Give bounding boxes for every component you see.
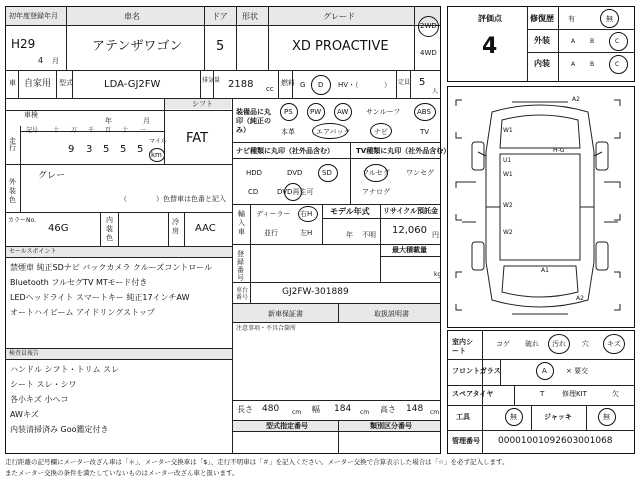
- color-no-label: カラーNo.: [8, 217, 36, 224]
- seat-scratch: キズ: [607, 340, 621, 348]
- tools-label: 工具: [456, 413, 470, 421]
- interior-grade-c: C: [615, 61, 620, 68]
- mark-a2-bottom: A2: [576, 295, 584, 302]
- sales-line-1: Bluetooth フルセグTV MTモード付き: [10, 278, 148, 287]
- cooling-label: 冷房: [172, 218, 179, 235]
- height-label: 高さ: [380, 405, 396, 414]
- handle-left: 左H: [300, 229, 313, 237]
- mileage-digit-2: 5: [103, 144, 110, 155]
- recycle-yen: 円: [432, 231, 439, 239]
- mileage-digit-0: 9: [68, 144, 75, 155]
- first-reg-era: H29: [11, 37, 36, 51]
- inspector-line-3: AWキズ: [10, 410, 39, 419]
- inspection-month: 月: [143, 117, 150, 125]
- displacement-label: 排気量: [202, 77, 221, 84]
- tv-analog: アナログ: [362, 188, 390, 196]
- repair-label: 修復歴: [530, 14, 554, 23]
- recycle-label: リサイクル預託金: [383, 207, 439, 215]
- import-dealer: ディーラー: [256, 210, 291, 218]
- mileage-col-6: 一: [140, 127, 147, 134]
- spare-missing: 欠: [612, 390, 619, 398]
- inspector-line-1: シート スレ・シワ: [10, 380, 77, 389]
- inspector-line-2: 各小キズ 小ヘコ: [10, 395, 69, 404]
- footer-note-2: またメーター交換の条件を満たしていないものはメーター改ざん車と扱います。: [5, 469, 239, 477]
- displacement-unit: cc: [266, 85, 274, 93]
- navi-dvd-playback: DVD再生可: [277, 188, 314, 196]
- interior-grade-label: 内装: [534, 59, 550, 68]
- exterior-grade-b: B: [590, 38, 595, 45]
- equip-ps: PS: [284, 108, 293, 116]
- max-load-label: 最大積載量: [392, 246, 427, 254]
- type-label: 型式: [59, 79, 73, 87]
- equip-airbag: エアバック: [316, 128, 351, 136]
- tv-type-label: TV種類に丸印（社外品含む）: [356, 147, 451, 155]
- shift-value: FAT: [186, 131, 209, 146]
- ac-value: AAC: [195, 223, 216, 234]
- displacement-value: 2188: [228, 79, 254, 90]
- capacity-value: 5: [419, 77, 426, 88]
- equip-aw: AW: [337, 108, 349, 116]
- mgmt-value: 00001001092603001068: [498, 436, 613, 446]
- inspector-line-4: 内装清掃済み Goo鑑定付き: [10, 425, 109, 434]
- repair-yes: 有: [568, 15, 575, 23]
- inspection-label: 車検: [24, 111, 38, 119]
- exterior-note: ）色替車は色番と記入: [156, 195, 226, 203]
- sales-points-label: セールスポイント: [9, 248, 57, 255]
- equip-abs: ABS: [417, 108, 431, 116]
- equipment-label: 装備品に丸印（純正のみ）: [236, 108, 271, 134]
- mile-label: マイル: [149, 138, 167, 145]
- mark-w2-left: W2: [503, 202, 513, 209]
- new-cert-label: 新車保証書: [268, 310, 303, 318]
- width-label: 幅: [312, 405, 320, 414]
- footer-note-1: 走行距離の記号欄にメーター改ざん車は「＊」、メーター交換車は「$」、走行不明車は「＃」を記入ください。メーター交換で合算表示した場合は「☆」を必ず記入します。: [5, 458, 509, 466]
- car-damage-diagram: [452, 92, 630, 324]
- height-value: 148: [406, 404, 424, 414]
- length-value: 480: [262, 404, 280, 414]
- grade-value: XD PROACTIVE: [292, 39, 389, 54]
- tools-none: 無: [510, 413, 517, 421]
- fuel-d: D: [318, 81, 324, 89]
- spare-kit: 修理KIT: [562, 390, 587, 398]
- seat-label: 室内シート: [452, 338, 473, 355]
- fuel-hv: HV・（: [338, 81, 359, 89]
- equip-leather: 本革: [281, 128, 295, 136]
- width-unit: cm: [360, 409, 370, 416]
- width-value: 184: [334, 404, 352, 414]
- interior-color-label: 内装色: [106, 216, 113, 242]
- first-reg-label: 初年度登録年月: [9, 12, 58, 20]
- equip-sunroof: サンルーフ: [366, 108, 401, 116]
- exterior-grade-label: 外装: [534, 36, 550, 45]
- exterior-color: グレー: [38, 171, 66, 181]
- mark-w2-left-lower: W2: [503, 229, 513, 236]
- height-unit: cm: [430, 409, 440, 416]
- door-count: 5: [216, 39, 225, 54]
- model-code: LDA-GJ2FW: [104, 79, 161, 90]
- front-glass-label: フロントガラス: [452, 367, 501, 375]
- mileage-col-0: 記号: [26, 127, 39, 134]
- mileage-digit-4: 5: [137, 144, 144, 155]
- navi-hdd: HDD: [246, 169, 263, 177]
- front-glass-a: A: [542, 367, 547, 375]
- car-name: アテンザワゴン: [92, 39, 183, 54]
- month-unit: 月: [52, 57, 59, 65]
- mileage-col-5: 十: [122, 127, 129, 134]
- handle-right: 右H: [300, 210, 313, 218]
- model-year-label: モデル年式: [330, 207, 370, 216]
- navi-cd: CD: [248, 188, 259, 196]
- car-name-label: 車名: [124, 12, 140, 21]
- drive-2wd: 2WD: [420, 22, 437, 30]
- mgmt-label: 管理番号: [452, 437, 480, 445]
- spare-tire-label: スペアタイヤ: [452, 390, 494, 398]
- drive-4wd: 4WD: [420, 49, 437, 57]
- mark-w1-top: W1: [503, 127, 513, 134]
- tv-oneseg: ワンセグ: [406, 169, 434, 177]
- seat-stain: 汚れ: [552, 340, 566, 348]
- fuel-g: G: [300, 81, 306, 89]
- capacity-unit: 人: [432, 88, 439, 95]
- navi-type-label: ナビ種類に丸印（社外品含む）: [236, 147, 334, 155]
- seat-hole: 穴: [582, 340, 589, 348]
- mileage-col-1: 十: [53, 127, 60, 134]
- chassis-label: 車台番号: [236, 287, 249, 301]
- mark-a2-top: A2: [572, 96, 580, 103]
- mileage-digit-1: 3: [86, 144, 93, 155]
- mark-a1: A1: [541, 267, 549, 274]
- mileage-digit-3: 5: [120, 144, 127, 155]
- reg-no-label: 登録番号: [237, 250, 244, 282]
- first-reg-month: 4: [38, 56, 44, 65]
- model-year-year: 年: [346, 231, 353, 239]
- interior-grade-b: B: [590, 61, 595, 68]
- shape-label: 形状: [242, 12, 258, 21]
- equip-tv: TV: [420, 128, 430, 136]
- equip-navi: ナビ: [374, 128, 388, 136]
- score-label: 評価点: [478, 14, 502, 23]
- exterior-color-label: 外装色: [9, 178, 16, 204]
- recycle-value: 12,060: [392, 225, 427, 236]
- repair-none: 無: [606, 15, 613, 23]
- mark-w1-mid: W1: [503, 171, 513, 178]
- tv-fullseg: フルセグ: [362, 169, 390, 177]
- mileage-col-4: 百: [105, 127, 112, 134]
- max-load-unit: kg: [434, 271, 442, 278]
- running-label: 走行: [9, 137, 16, 152]
- color-no: 46G: [48, 223, 69, 234]
- inspector-label: 検査員報告: [9, 350, 40, 357]
- navi-dvd: DVD: [287, 169, 303, 177]
- manual-label: 取扱説明書: [374, 310, 409, 318]
- jack-none: 無: [603, 413, 610, 421]
- type-cert-label: 型式指定番号: [266, 422, 308, 430]
- import-parallel: 並行: [264, 229, 278, 237]
- mark-u1: U1: [503, 157, 512, 164]
- inspector-line-0: ハンドル シフト・トリム スレ: [10, 365, 120, 374]
- jack-label: ジャッキ: [544, 413, 572, 421]
- inspection-year: 年: [105, 117, 112, 125]
- vehicle-label: 車: [9, 79, 16, 87]
- shift-label: シフト: [192, 100, 213, 108]
- mileage-col-3: 千: [88, 127, 95, 134]
- navi-sd: SD: [322, 169, 332, 177]
- exterior-grade-c: C: [615, 38, 620, 45]
- km-label: km: [151, 151, 162, 159]
- sales-line-2: LEDヘッドライト スマートキー 純正17インチAW: [10, 293, 190, 302]
- import-label: 輸入車: [238, 210, 245, 236]
- length-label: 長さ: [237, 405, 253, 414]
- mileage-col-2: 万: [71, 127, 78, 134]
- equip-pw: PW: [310, 108, 322, 116]
- front-glass-replace: × 要交: [566, 367, 589, 375]
- seat-burn: コゲ: [496, 340, 510, 348]
- exterior-paren: （: [120, 195, 127, 203]
- length-unit: cm: [292, 409, 302, 416]
- spare-t: T: [540, 390, 545, 398]
- grade-label: グレード: [323, 12, 355, 21]
- sales-line-3: オートハイビーム アイドリングストップ: [10, 308, 155, 317]
- mark-hg: H-G: [553, 147, 565, 154]
- chassis-value: GJ2FW-301889: [282, 287, 349, 297]
- capacity-label: 定員: [398, 79, 411, 86]
- fuel-label: 燃料: [281, 79, 295, 87]
- fuel-close: ）: [384, 81, 391, 89]
- model-year-unknown: 不明: [362, 231, 376, 239]
- exterior-grade-a: A: [571, 38, 576, 45]
- notice-label: 注意事項・不具合箇所: [236, 325, 297, 332]
- class-label: 類別区分番号: [370, 422, 412, 430]
- door-label: ドア: [212, 12, 228, 21]
- usage-value: 自家用: [24, 79, 52, 89]
- sales-line-0: 禁煙車 純正SDナビ バックカメラ クルーズコントロール: [10, 263, 213, 272]
- interior-grade-a: A: [571, 61, 576, 68]
- score-value: 4: [482, 34, 498, 59]
- seat-tear: 破れ: [525, 340, 539, 348]
